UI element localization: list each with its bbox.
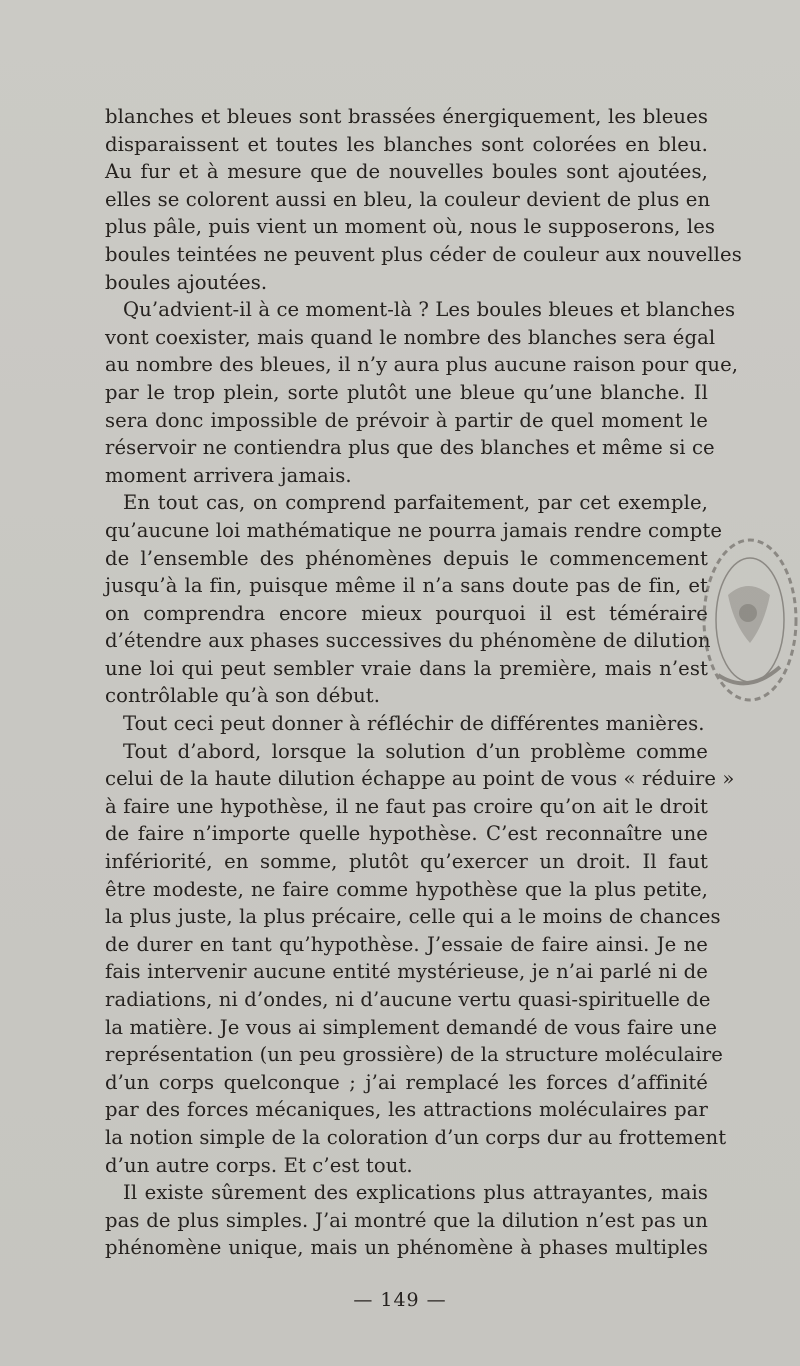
text-line: la notion simple de la coloration d’un corps dur au frottement — [105, 1125, 727, 1149]
text-line: d’étendre aux phases successives du phénomène de dilution — [105, 629, 711, 653]
text-line: boules ajoutées. — [105, 270, 268, 294]
text-line: vont coexister, mais quand le nombre des blanches sera égal — [105, 325, 716, 349]
text-line: disparaissent et toutes les blanches sont colorées en bleu. — [105, 132, 708, 156]
text-line: par des forces mécaniques, les attractions moléculaires par — [105, 1098, 708, 1122]
text-line: par le trop plein, sorte plutôt une bleue qu’une blanche. Il — [105, 380, 708, 404]
text-line: représentation (un peu grossière) de la structure moléculaire — [105, 1043, 723, 1067]
text-line: Il existe sûrement des explications plus attrayantes, mais — [123, 1181, 708, 1205]
library-stamp-icon — [688, 515, 800, 725]
text-line: on comprendra encore mieux pourquoi il est téméraire — [105, 601, 708, 625]
text-line: pas de plus simples. J’ai montré que la dilution n’est pas un — [105, 1208, 708, 1232]
text-line: de durer en tant qu’hypothèse. J’essaie de faire ainsi. Je ne — [105, 932, 708, 956]
text-line: à faire une hypothèse, il ne faut pas croire qu’on ait le droit — [105, 794, 708, 818]
text-line: phénomène unique, mais un phénomène à phases multiples — [105, 1236, 708, 1260]
text-line: de l’ensemble des phénomènes depuis le commencement — [105, 546, 708, 570]
text-line: moment arrivera jamais. — [105, 463, 352, 487]
text-line: celui de la haute dilution échappe au point de vous « réduire » — [105, 767, 735, 791]
text-line: sera donc impossible de prévoir à partir de quel moment le — [105, 408, 708, 432]
text-line: Tout d’abord, lorsque la solution d’un problème comme — [123, 739, 708, 763]
text-line: boules teintées ne peuvent plus céder de couleur aux nouvelles — [105, 242, 742, 266]
text-line: Au fur et à mesure que de nouvelles boules sont ajoutées, — [105, 160, 708, 184]
text-line: plus pâle, puis vient un moment où, nous le supposerons, les — [105, 215, 716, 239]
text-line: d’un autre corps. Et c’est tout. — [105, 1153, 413, 1177]
text-line: la matière. Je vous ai simplement demandé de vous faire une — [105, 1015, 718, 1039]
text-line: contrôlable qu’à son début. — [105, 684, 381, 708]
page-number: — 149 — — [353, 1289, 447, 1311]
text-line: de faire n’importe quelle hypothèse. C’est reconnaître une — [105, 822, 708, 846]
text-line: une loi qui peut sembler vraie dans la première, mais n’est — [105, 656, 708, 680]
text-line: fais intervenir aucune entité mystérieuse, je n’ai parlé ni de — [105, 960, 708, 984]
text-line: elles se colorent aussi en bleu, la couleur devient de plus en — [105, 187, 711, 211]
text-line: au nombre des bleues, il n’y aura plus aucune raison pour que, — [105, 353, 739, 377]
text-line: Tout ceci peut donner à réfléchir de différentes manières. — [123, 712, 705, 736]
text-line: radiations, ni d’ondes, ni d’aucune vertu quasi-spirituelle de — [105, 988, 711, 1011]
text-line: En tout cas, on comprend parfaitement, par cet exemple, — [123, 491, 708, 515]
text-line: Qu’advient-il à ce moment-là ? Les boules bleues et blanches — [123, 298, 736, 322]
text-line: infériorité, en somme, plutôt qu’exercer un droit. Il faut — [105, 850, 708, 874]
text-line: qu’aucune loi mathématique ne pourra jamais rendre compte — [105, 518, 723, 542]
text-line: être modeste, ne faire comme hypothèse que la plus petite, — [105, 877, 708, 901]
text-line: la plus juste, la plus précaire, celle qui a le moins de chances — [105, 905, 721, 929]
text-line: d’un corps quelconque ; j’ai remplacé les forces d’affinité — [105, 1070, 708, 1094]
text-line: blanches et bleues sont brassées énergiquement, les bleues — [105, 105, 708, 128]
text-line: jusqu’à la fin, puisque même il n’a sans doute pas de fin, et — [105, 574, 708, 598]
text-line: réservoir ne contiendra plus que des blanches et même si ce — [105, 436, 715, 460]
body-text — [105, 103, 742, 1262]
